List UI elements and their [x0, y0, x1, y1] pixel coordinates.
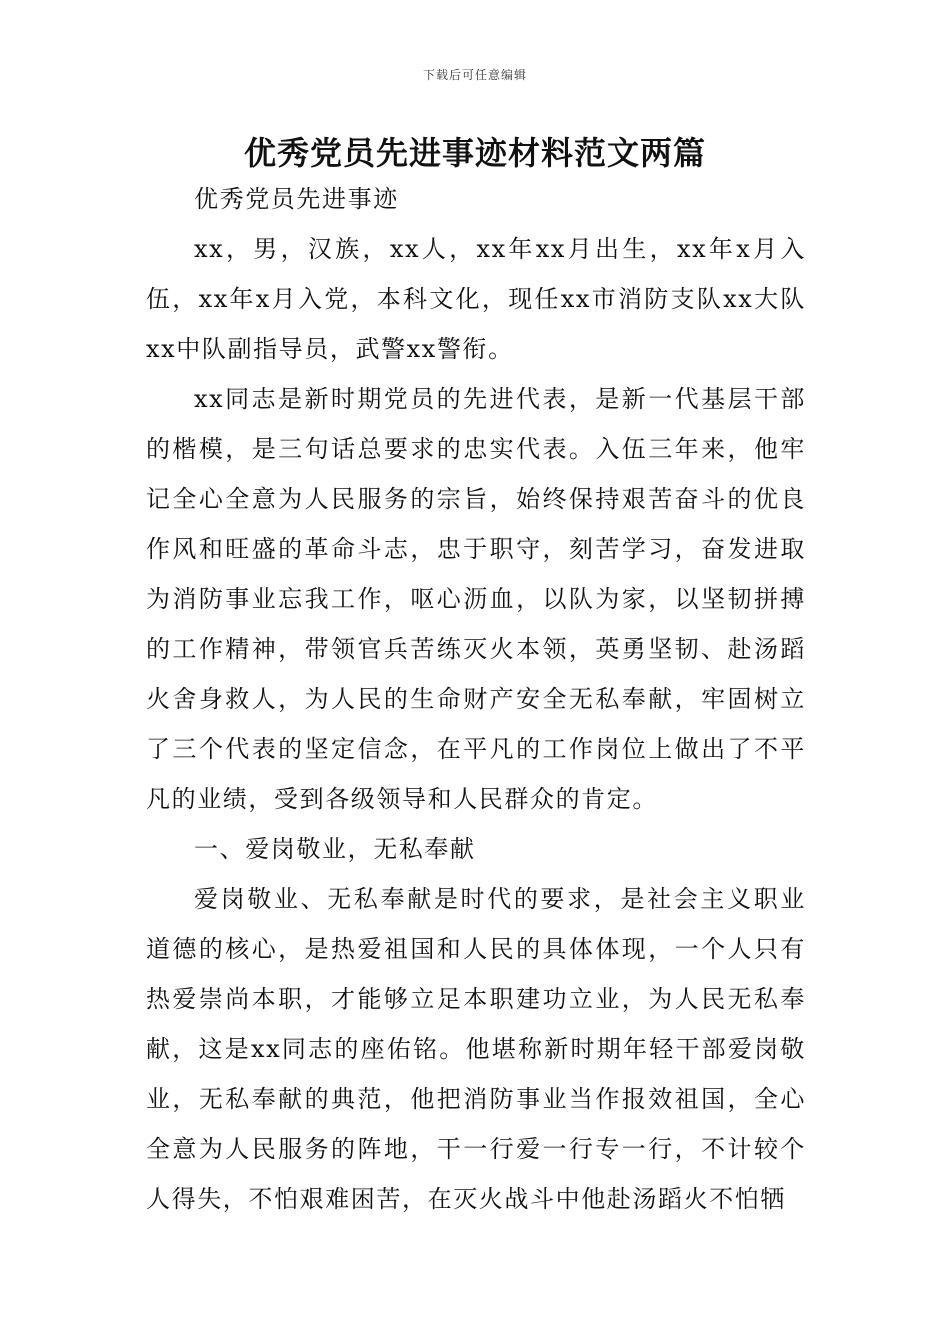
paragraph: xx，男，汉族，xx人，xx年xx月出生，xx年x月入伍，xx年x月入党，本科文化，现任xx市消防支队xx大队xx中队副指导员，武警xx警衔。 — [146, 235, 806, 363]
paragraph: xx同志是新时期党员的先进代表，是新一代基层干部的楷模，是三句话总要求的忠实代表。入伍三年来，他牢记全心全意为人民服务的宗旨，始终保持艰苦奋斗的优良作风和旺盛的革命斗志，忠于职守，刻苦学习，奋发进取为消防事业忘我工作，呕心沥血，以队为家，以坚韧拼搏的工作精神，带领官兵苦练灭火本领，英勇坚韧、赴汤蹈火舍身救人，为人民的生命财产安全无私奉献，牢固树立了三个代表的坚定信念，在平凡的工作岗位上做出了不平凡的业绩，受到各级领导和人民群众的肯定。 — [146, 385, 806, 813]
document-body — [146, 174, 806, 1224]
paragraph: 爱岗敬业、无私奉献是时代的要求，是社会主义职业道德的核心，是热爱祖国和人民的具体体现，一个人只有热爱崇尚本职，才能够立足本职建功立业，为人民无私奉献，这是xx同志的座佑铭。他堪称新时期年轻干部爱岗敬业，无私奉献的典范，他把消防事业当作报效祖国，全心全意为人民服务的阵地，干一行爱一行专一行，不计较个人得失，不怕艰难困苦，在灭火战斗中他赴汤蹈火不怕牺 — [146, 885, 806, 1213]
document-title: 优秀党员先进事迹材料范文两篇 — [243, 134, 706, 172]
header-note: 下载后可任意编辑 — [422, 68, 527, 82]
section-heading: 一、爱岗敬业，无私奉献 — [194, 835, 476, 863]
section-heading: 优秀党员先进事迹 — [194, 185, 399, 213]
